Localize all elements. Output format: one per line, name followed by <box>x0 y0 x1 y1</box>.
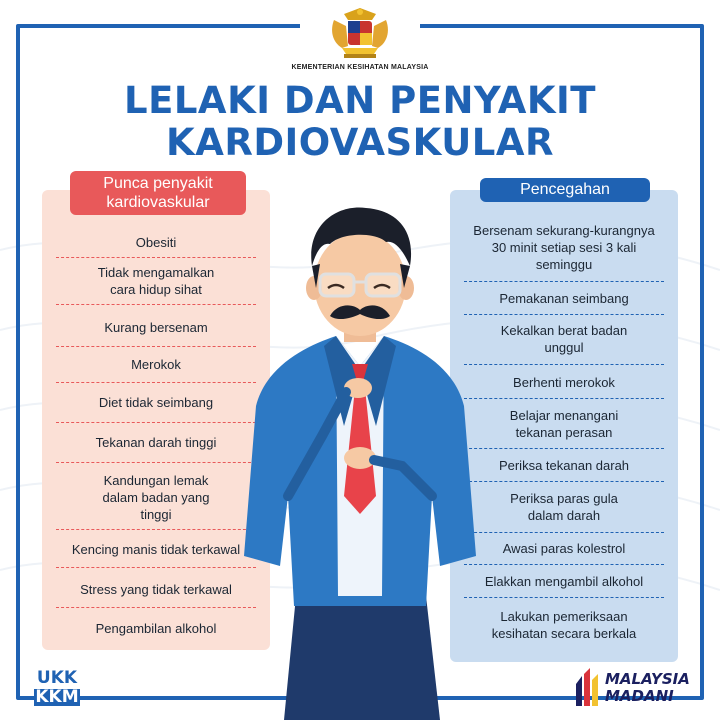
dashed-divider <box>464 398 664 399</box>
cause-item-text: Kandungan lemak <box>103 473 209 488</box>
dashed-divider <box>464 564 664 565</box>
cause-item-text: Obesiti <box>135 235 177 250</box>
cause-item-text: Tidak mengamalkan <box>97 265 215 280</box>
cause-item-text: tinggi <box>140 507 172 522</box>
malaysia-madani-logo <box>572 666 702 710</box>
dashed-divider <box>464 481 664 482</box>
malaysia-coat-of-arms-icon <box>322 6 398 62</box>
prevention-item-text: Kekalkan berat badan <box>500 323 628 338</box>
dashed-divider <box>464 448 664 449</box>
cause-item-text: Merokok <box>131 357 181 372</box>
prevention-item-text: dalam darah <box>527 508 601 523</box>
prevention-item-text: Belajar menangani <box>509 408 619 423</box>
dashed-divider <box>464 314 664 315</box>
madani-logo-text <box>605 671 705 705</box>
prevention-item-text: 30 minit setiap sesi 3 kali <box>491 240 637 255</box>
prevention-item-text: Periksa paras gula <box>510 491 618 506</box>
ukk-kkm-logo <box>34 670 80 710</box>
cause-item-text: cara hidup sihat <box>110 282 202 297</box>
prevention-item-text: unggul <box>544 340 584 355</box>
cause-item-text: Tekanan darah tinggi <box>95 435 217 450</box>
madani-line-2: MADANI <box>605 687 674 705</box>
title-line-1: LELAKI DAN PENYAKIT <box>124 79 596 122</box>
dashed-divider <box>464 597 664 598</box>
prevention-header: Pencegahan <box>480 178 650 202</box>
prevention-item-text: Elakkan mengambil alkohol <box>484 574 644 589</box>
ministry-name: KEMENTERIAN KESIHATAN MALAYSIA <box>291 64 429 71</box>
prevention-item-text: seminggu <box>535 257 593 272</box>
man-in-blue-suit-illustration <box>226 196 494 720</box>
prevention-item-text: Berhenti merokok <box>513 375 615 390</box>
cause-item-text: Stress yang tidak terkawal <box>80 582 232 597</box>
page-title <box>60 80 660 164</box>
ukk-logo-text: UKK <box>36 668 78 688</box>
kkm-logo-text: KKM <box>35 687 79 707</box>
causes-header <box>70 171 246 215</box>
prevention-item-text: Awasi paras kolestrol <box>502 541 626 556</box>
prevention-item-text: Periksa tekanan darah <box>498 458 630 473</box>
prevention-item-text: tekanan perasan <box>515 425 613 440</box>
causes-title-line-2: kardiovaskular <box>106 194 210 211</box>
madani-emblem-icon <box>572 666 602 710</box>
prevention-item-text: Pemakanan seimbang <box>499 291 629 306</box>
cause-item-text: Diet tidak seimbang <box>98 395 214 410</box>
cause-item-text: Pengambilan alkohol <box>95 621 217 636</box>
prevention-item-text: Bersenam sekurang-kurangnya <box>473 223 655 238</box>
cause-item-text: Kurang bersenam <box>104 320 208 335</box>
causes-title-line-1: Punca penyakit <box>103 175 213 192</box>
dashed-divider <box>464 532 664 533</box>
cause-item-text: Kencing manis tidak terkawal <box>71 542 241 557</box>
dashed-divider <box>464 281 664 282</box>
title-line-2: KARDIOVASKULAR <box>166 121 554 164</box>
prevention-item-text: kesihatan secara berkala <box>491 626 637 641</box>
cause-item-text: dalam badan yang <box>102 490 210 505</box>
prevention-item-text: Lakukan pemeriksaan <box>500 609 628 624</box>
dashed-divider <box>464 364 664 365</box>
madani-line-1: MALAYSIA <box>605 670 690 688</box>
